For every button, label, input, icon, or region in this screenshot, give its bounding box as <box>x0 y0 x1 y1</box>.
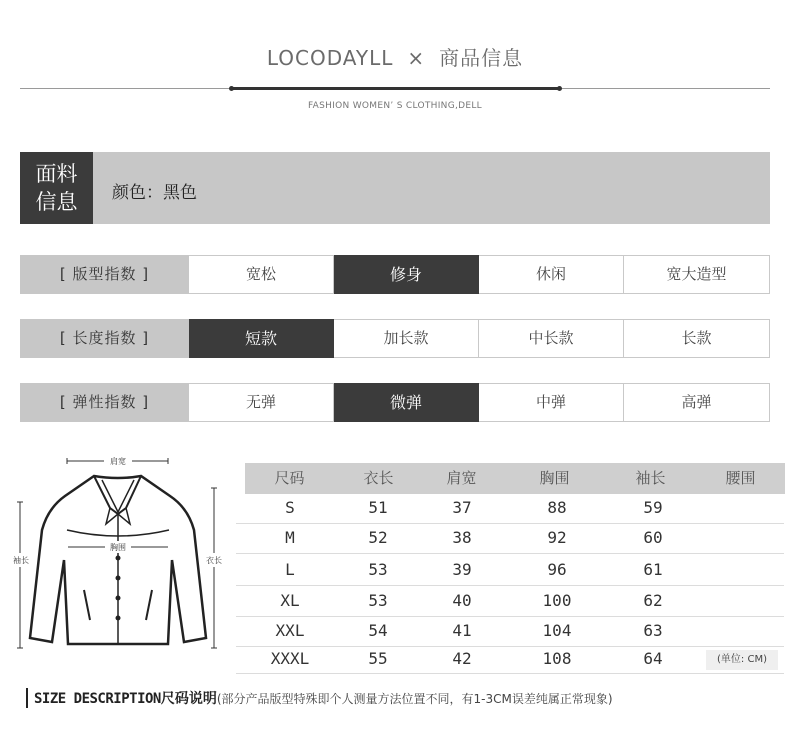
row-divider <box>236 646 784 647</box>
header-subtitle: FASHION WOMEN’ S CLOTHING,DELL <box>308 101 482 111</box>
divider-dot-right <box>557 86 562 91</box>
section-title: 商品信息 <box>439 46 524 70</box>
fit-option-1: 宽松 <box>189 255 334 294</box>
brand-name: LOCODAYLL <box>266 46 394 70</box>
elasticity-option-1: 无弹 <box>189 383 334 422</box>
length-option-2: 加长款 <box>334 319 479 358</box>
cell-shoulder: 37 <box>452 498 472 517</box>
col-size: 尺码 <box>274 469 305 487</box>
length-option-1: 短款 <box>189 319 334 358</box>
cell-length: 54 <box>368 621 388 640</box>
cell-length: 55 <box>368 649 388 668</box>
fit-option-2: 修身 <box>334 255 479 294</box>
cell-size: M <box>285 528 295 547</box>
row-divider <box>236 673 784 674</box>
cell-sleeve: 61 <box>643 560 663 579</box>
col-length: 衣长 <box>363 469 394 487</box>
length-index-row <box>20 319 770 358</box>
col-waist: 腰围 <box>725 469 756 487</box>
divider-dot-left <box>229 86 234 91</box>
unit-note: (单位: CM) <box>706 650 778 670</box>
fit-index-label: [ 版型指数 ] <box>20 255 189 294</box>
cell-length: 51 <box>368 498 388 517</box>
size-description-note: (部分产品版型特殊即个人测量方法位置不同，有1-3CM误差纯属正常现象) <box>216 692 613 706</box>
elasticity-option-2: 微弹 <box>334 383 479 422</box>
cell-chest: 100 <box>542 591 572 610</box>
jacket-measurement-diagram <box>10 450 235 655</box>
fabric-label-line2: 信息 <box>35 190 78 214</box>
fit-option-4: 宽大造型 <box>624 255 770 294</box>
cell-shoulder: 39 <box>452 560 472 579</box>
cell-chest: 92 <box>547 528 567 547</box>
length-option-4: 长款 <box>624 319 770 358</box>
cell-size: L <box>285 560 295 579</box>
row-divider <box>236 553 784 554</box>
elasticity-option-4: 高弹 <box>624 383 770 422</box>
cell-chest: 104 <box>542 621 572 640</box>
elasticity-index-row <box>20 383 770 422</box>
cell-sleeve: 64 <box>643 649 663 668</box>
size-description-title-cn: 尺码说明 <box>160 691 217 707</box>
cell-shoulder: 41 <box>452 621 472 640</box>
row-divider <box>236 616 784 617</box>
cell-shoulder: 38 <box>452 528 472 547</box>
size-description <box>34 688 613 708</box>
cell-size: XXXL <box>270 649 310 668</box>
size-description-title-en: SIZE DESCRIPTION <box>34 691 161 707</box>
col-chest: 胸围 <box>539 469 570 487</box>
chest-label: 胸围 <box>110 543 126 552</box>
length-index-label: [ 长度指数 ] <box>20 319 189 358</box>
fit-option-3: 休闲 <box>479 255 624 294</box>
col-sleeve: 袖长 <box>635 469 666 487</box>
shoulder-label: 肩宽 <box>110 457 126 466</box>
fabric-info-label <box>20 152 93 224</box>
page-header-title <box>0 42 790 71</box>
elasticity-option-3: 中弹 <box>479 383 624 422</box>
length-label: 衣长 <box>206 556 222 565</box>
cell-sleeve: 59 <box>643 498 663 517</box>
fabric-color-text: 颜色：黑色 <box>112 183 197 203</box>
cell-size: XL <box>280 591 300 610</box>
separator: × <box>407 46 426 70</box>
cell-shoulder: 40 <box>452 591 472 610</box>
cell-length: 53 <box>368 591 388 610</box>
cell-shoulder: 42 <box>452 649 472 668</box>
elasticity-index-label: [ 弹性指数 ] <box>20 383 189 422</box>
footer-accent-bar <box>26 688 28 708</box>
fit-index-row <box>20 255 770 294</box>
cell-chest: 88 <box>547 498 567 517</box>
cell-sleeve: 60 <box>643 528 663 547</box>
size-table-header <box>245 463 785 494</box>
length-option-3: 中长款 <box>479 319 624 358</box>
row-divider <box>236 523 784 524</box>
cell-size: S <box>285 498 295 517</box>
cell-size: XXL <box>275 621 305 640</box>
cell-sleeve: 63 <box>643 621 663 640</box>
fabric-label-line1: 面料 <box>35 162 78 186</box>
cell-length: 53 <box>368 560 388 579</box>
sleeve-label: 袖长 <box>13 556 29 565</box>
col-shoulder: 肩宽 <box>446 469 477 487</box>
cell-sleeve: 62 <box>643 591 663 610</box>
cell-length: 52 <box>368 528 388 547</box>
cell-chest: 96 <box>547 560 567 579</box>
row-divider <box>236 585 784 586</box>
cell-chest: 108 <box>542 649 572 668</box>
header-divider-accent <box>232 87 559 90</box>
